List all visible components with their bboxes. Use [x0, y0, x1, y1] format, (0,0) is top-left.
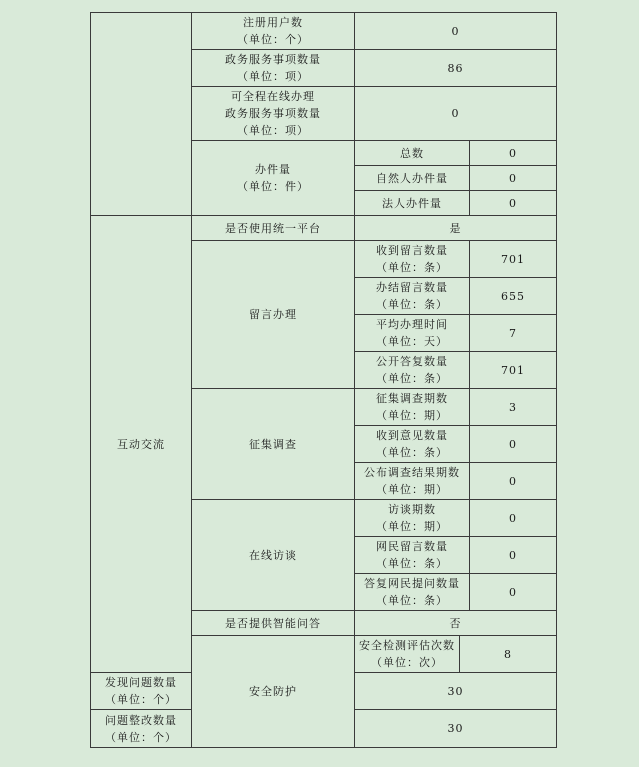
- value-opinions: 0: [470, 426, 557, 463]
- statistics-table: [90, 12, 557, 748]
- section-label-security: 安全防护: [192, 636, 355, 748]
- sub-label-survey-periods: 征集调查期数 （单位：期）: [355, 389, 470, 426]
- value-received: 701: [470, 241, 557, 278]
- table-row: [91, 13, 557, 50]
- value-closed: 655: [470, 278, 557, 315]
- value-interview-periods: 0: [470, 500, 557, 537]
- group-label-interview: 在线访谈: [192, 500, 355, 611]
- value-smart-qa: 否: [355, 611, 557, 636]
- value-fixed: 30: [355, 710, 557, 748]
- sub-label-avg-time: 平均办理时间 （单位：天）: [355, 315, 470, 352]
- value-survey-periods: 3: [470, 389, 557, 426]
- value-found: 30: [355, 673, 557, 710]
- value-service-items: 86: [355, 50, 557, 87]
- sub-label-answers: 答复网民提问数量 （单位：条）: [355, 574, 470, 611]
- sub-label-opinions: 收到意见数量 （单位：条）: [355, 426, 470, 463]
- sub-label-public-replies: 公开答复数量 （单位：条）: [355, 352, 470, 389]
- row-label-unified-platform: 是否使用统一平台: [192, 216, 355, 241]
- value-netizen-msgs: 0: [470, 537, 557, 574]
- row-label-service-items: 政务服务事项数量 （单位：项）: [192, 50, 355, 87]
- value-total: 0: [470, 141, 557, 166]
- row-label-checks: 安全检测评估次数 （单位：次）: [355, 636, 460, 673]
- value-natural: 0: [470, 166, 557, 191]
- value-checks: 8: [460, 636, 557, 673]
- value-avg-time: 7: [470, 315, 557, 352]
- group-label-survey: 征集调查: [192, 389, 355, 500]
- value-legal: 0: [470, 191, 557, 216]
- row-label-fixed: 问题整改数量 （单位：个）: [91, 710, 192, 748]
- sub-label-legal: 法人办件量: [355, 191, 470, 216]
- row-label-reg-users: 注册用户数 （单位：个）: [192, 13, 355, 50]
- sub-label-closed: 办结留言数量 （单位：条）: [355, 278, 470, 315]
- sub-label-interview-periods: 访谈期数 （单位：期）: [355, 500, 470, 537]
- value-public-replies: 701: [470, 352, 557, 389]
- value-unified-platform: 是: [355, 216, 557, 241]
- sub-label-received: 收到留言数量 （单位：条）: [355, 241, 470, 278]
- sub-label-netizen-msgs: 网民留言数量 （单位：条）: [355, 537, 470, 574]
- row-label-found: 发现问题数量 （单位：个）: [91, 673, 192, 710]
- section-cell-empty: [91, 13, 192, 216]
- value-results: 0: [470, 463, 557, 500]
- row-label-handled: 办件量 （单位：件）: [192, 141, 355, 216]
- sub-label-natural: 自然人办件量: [355, 166, 470, 191]
- table-row: [91, 216, 557, 241]
- value-online-items: 0: [355, 87, 557, 141]
- group-label-messages: 留言办理: [192, 241, 355, 389]
- row-label-online-items: 可全程在线办理 政务服务事项数量 （单位：项）: [192, 87, 355, 141]
- value-reg-users: 0: [355, 13, 557, 50]
- sub-label-total: 总数: [355, 141, 470, 166]
- value-answers: 0: [470, 574, 557, 611]
- row-label-smart-qa: 是否提供智能问答: [192, 611, 355, 636]
- sub-label-results: 公布调查结果期数 （单位：期）: [355, 463, 470, 500]
- section-label-interaction: 互动交流: [91, 216, 192, 673]
